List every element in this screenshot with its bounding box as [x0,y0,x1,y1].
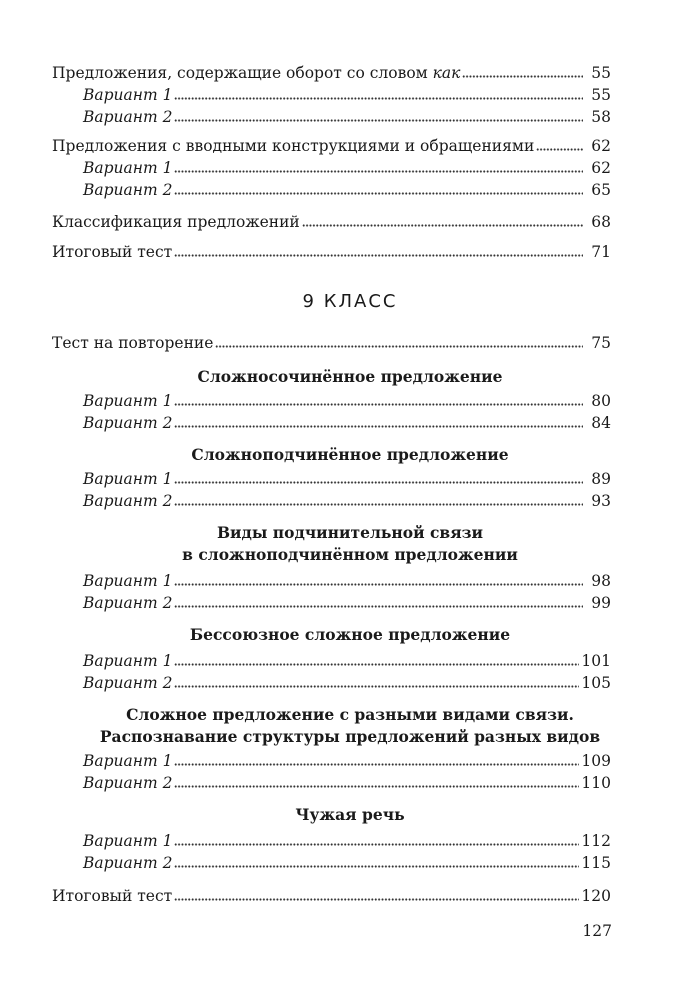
entry-title: Итоговый тест [52,243,173,261]
entry-page-number: 101 [581,652,611,670]
entry-title: Вариант 1 [83,832,173,850]
toc-entry [83,490,611,512]
toc-entry [83,157,611,179]
entry-title [52,62,460,84]
dot-leader [174,492,583,506]
entry-page-number: 62 [591,137,611,155]
toc-entry [52,135,611,157]
entry-title: Вариант 1 [83,572,173,590]
toc-entry [83,650,611,672]
section-title: 9 КЛАСС [302,291,398,312]
dot-leader [174,887,579,901]
dot-leader [462,64,583,78]
entry-title: Вариант 2 [83,414,173,432]
entry-title: Вариант 2 [83,674,173,692]
entry-page-number: 112 [581,832,611,850]
entry-page-number: 110 [581,774,611,792]
dot-leader [174,854,579,868]
entry-title: Итоговый тест [52,887,173,905]
entry-page-number: 99 [591,594,611,612]
toc-entry [52,332,611,354]
entry-page-number: 93 [591,492,611,510]
entry-page-number: 89 [591,470,611,488]
entry-page-number: 120 [581,887,611,905]
topic-heading: Чужая речь [295,805,405,824]
dot-leader [174,392,583,406]
toc-entry [83,852,611,874]
dot-leader [174,86,583,100]
entry-title: Вариант 1 [83,652,173,670]
dot-leader [174,832,579,846]
toc-entry [52,241,611,263]
entry-page-number: 105 [581,674,611,692]
topic-heading: Сложноподчинённое предложение [191,445,509,464]
dot-leader [536,137,583,151]
toc-entry [83,570,611,592]
entry-title: Вариант 1 [83,752,173,770]
dot-leader [302,213,583,227]
entry-page-number: 109 [581,752,611,770]
toc-entry [83,672,611,694]
toc-entry [83,468,611,490]
toc-entry [83,592,611,614]
dot-leader [174,652,579,666]
entry-page-number: 55 [591,64,611,82]
dot-leader [215,334,583,348]
toc-entry [52,885,611,907]
topic-heading-continuation: в сложноподчинённом предложении [182,545,518,564]
dot-leader [174,674,579,688]
entry-title: Вариант 1 [83,159,173,177]
topic-heading: Сложносочинённое предложение [197,367,503,386]
toc-entry [83,84,611,106]
dot-leader [174,594,583,608]
entry-title-text: Предложения, содержащие оборот со словом [52,64,433,82]
entry-page-number: 71 [591,243,611,261]
entry-title: Вариант 2 [83,774,173,792]
toc-entry [83,106,611,128]
entry-title: Вариант 2 [83,181,173,199]
toc-entry [83,412,611,434]
entry-title: Вариант 2 [83,594,173,612]
dot-leader [174,243,583,257]
entry-title: Вариант 1 [83,470,173,488]
entry-page-number: 98 [591,572,611,590]
entry-title: Предложения с вводными конструкциями и обращениями [52,137,535,155]
topic-heading: Бессоюзное сложное предложение [189,625,511,644]
toc-entry [83,830,611,852]
dot-leader [174,159,583,173]
entry-page-number: 115 [581,854,611,872]
topic-heading: Виды подчинительной связи [216,523,484,542]
entry-title-italic: как [432,64,461,82]
toc-entry [83,179,611,201]
entry-title: Вариант 2 [83,492,173,510]
toc-entry [83,390,611,412]
entry-page-number: 80 [591,392,611,410]
entry-page-number: 62 [591,159,611,177]
entry-page-number: 75 [591,334,611,352]
dot-leader [174,108,583,122]
entry-page-number: 84 [591,414,611,432]
entry-title: Классификация предложений [52,213,300,231]
topic-heading-continuation: Распознавание структуры предложений разных видов [99,727,601,746]
entry-page-number: 55 [591,86,611,104]
entry-page-number: 58 [591,108,611,126]
entry-page-number: 68 [591,213,611,231]
toc-entry [83,772,611,794]
page-folio-number: 127 [582,922,612,940]
entry-page-number: 65 [591,181,611,199]
toc-entry [52,62,611,84]
toc-entry [52,211,611,233]
dot-leader [174,414,583,428]
entry-title: Вариант 1 [83,392,173,410]
toc-entry [83,750,611,772]
dot-leader [174,181,583,195]
topic-heading: Сложное предложение с разными видами связи. [126,705,574,724]
dot-leader [174,752,579,766]
entry-title: Вариант 1 [83,86,173,104]
dot-leader [174,470,583,484]
entry-title: Вариант 2 [83,854,173,872]
dot-leader [174,572,583,586]
entry-title: Тест на повторение [52,334,214,352]
dot-leader [174,774,579,788]
entry-title: Вариант 2 [83,108,173,126]
